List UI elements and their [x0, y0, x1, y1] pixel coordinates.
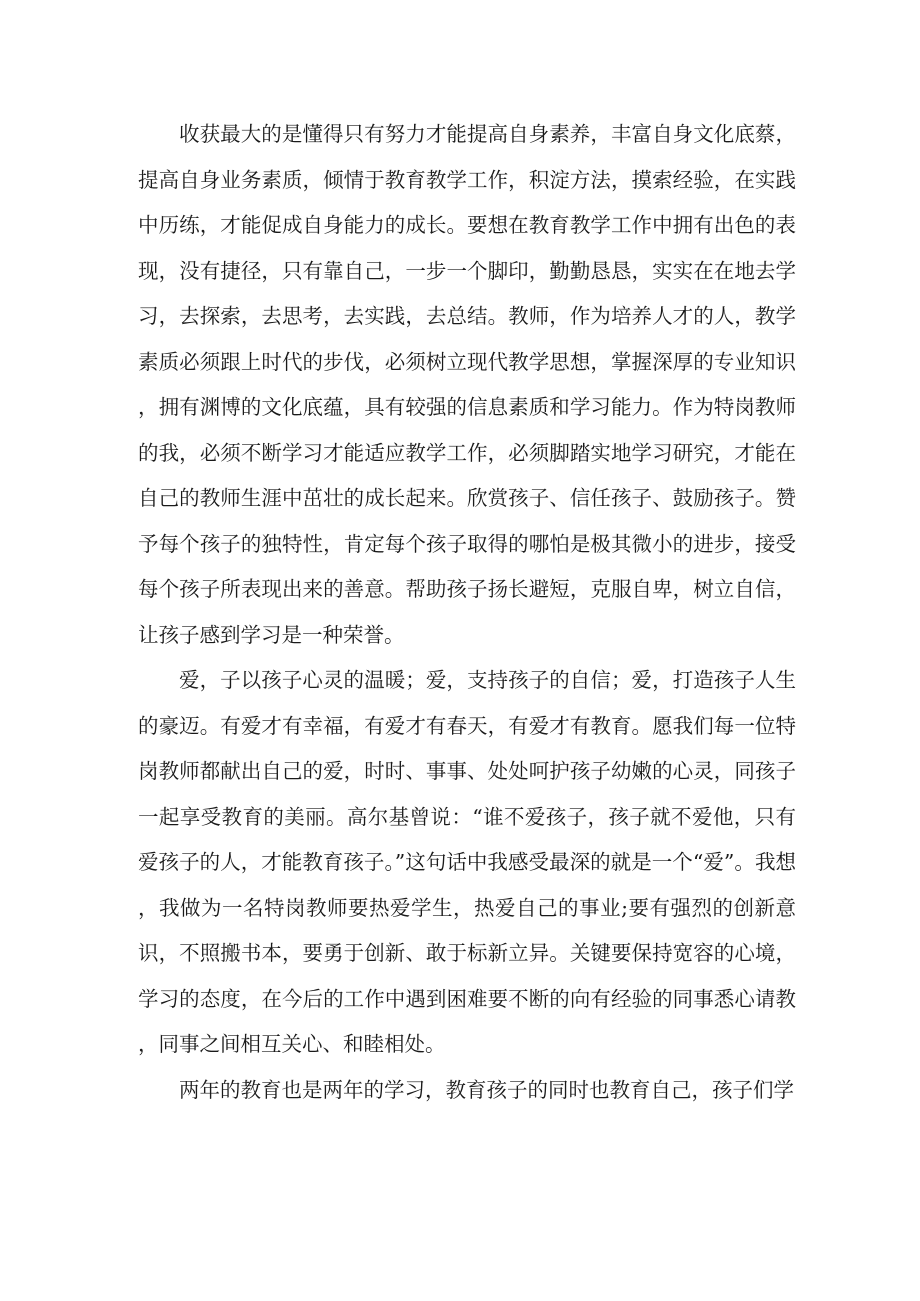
paragraph-2: 爱，子以孩子心灵的温暖；爱，支持孩子的自信；爱，打造孩子人生的豪迈。有爱才有幸福，有爱才有春天，有爱才有教育。愿我们每一位特岗教师都献出自己的爱，时时、事事、处处呵护孩子幼嫩的心灵，同孩子一起享受教育的美丽。高尔基曾说：“谁不爱孩子，孩子就不爱他，只有爱孩子的人，才能教育孩子。”这句话中我感受最深的就是一个“爱”。我想，我做为一名特岗教师要热爱学生，热爱自己的事业;要有强烈的创新意识，不照搬书本，要勇于创新、敢于标新立异。关键要保持宽容的心境，学习的态度，在今后的工作中遇到困难要不断的向有经验的同事悉心请教，同事之间相互关心、和睦相处。: [138, 668, 796, 1056]
paragraph-3: 两年的教育也是两年的学习，教育孩子的同时也教育自己，孩子们学: [179, 1077, 794, 1102]
paragraph-1: 收获最大的是懂得只有努力才能提高自身素养，丰富自身文化底蔡，提高自身业务素质，倾情于教育教学工作，积淀方法，摸索经验，在实践中历练，才能促成自身能力的成长。要想在教育教学工作中拥有出色的表现，没有捷径，只有靠自己，一步一个脚印，勤勤恳恳，实实在在地去学习，去探索，去思考，去实践，去总结。教师，作为培养人才的人，教学素质必须跟上时代的步伐，必须树立现代教学思想，掌握深厚的专业知识，拥有渊博的文化底蕴，具有较强的信息素质和学习能力。作为特岗教师的我，必须不断学习才能适应教学工作，必须脚踏实地学习研究，才能在自己的教师生涯中茁壮的成长起来。欣赏孩子、信任孩子、鼓励孩子。赞予每个孩子的独特性，肯定每个孩子取得的哪怕是极其微小的进步，接受每个孩子所表现出来的善意。帮助孩子扬长避短，克服自卑，树立自信，让孩子感到学习是一种荣誉。: [138, 122, 796, 647]
document-body: [138, 112, 796, 1113]
